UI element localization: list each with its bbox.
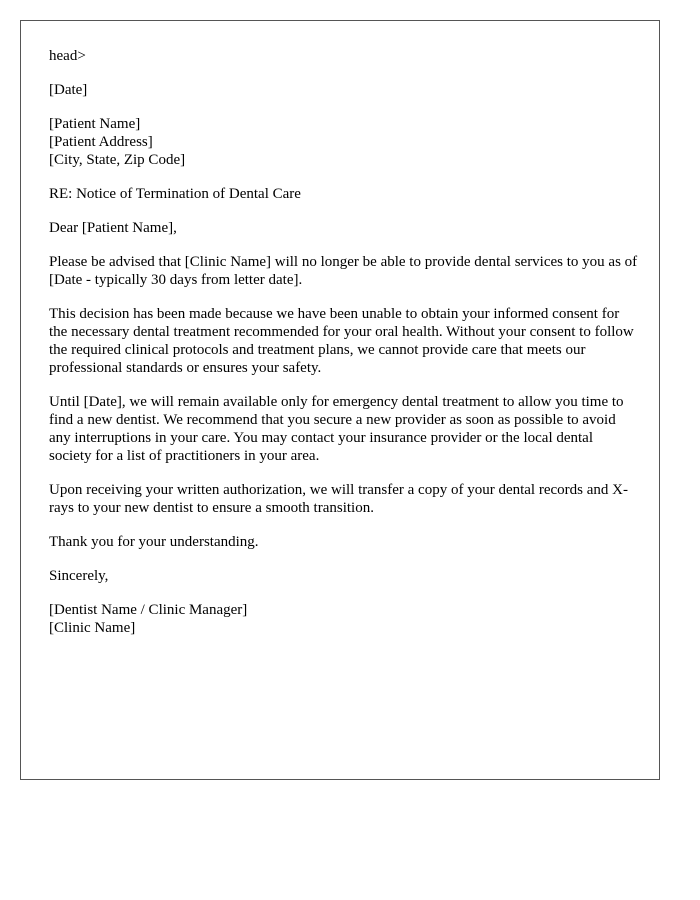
stray-tag-text: head> (49, 48, 86, 64)
thanks-line: Thank you for your understanding. (49, 534, 259, 550)
letter-body (49, 47, 639, 653)
letter-date: [Date] (49, 82, 88, 98)
recipient-city-state-zip: [City, State, Zip Code] (49, 152, 186, 168)
signature-block (49, 601, 639, 637)
recipient-block (49, 115, 639, 169)
body-paragraph: Until [Date], we will remain available only for emergency dental treatment to allow you time to find a new dentist. We recommend that you secure a new provider as soon as possible to avoid any interruptions in your care. You may contact your insurance provider or the local dental society for a list of practitioners in your area. (49, 394, 624, 464)
signature-title: [Dentist Name / Clinic Manager] (49, 602, 248, 618)
recipient-address: [Patient Address] (49, 134, 153, 150)
closing-line: Sincerely, (49, 568, 109, 584)
recipient-name: [Patient Name] (49, 116, 141, 132)
subject-line: RE: Notice of Termination of Dental Care (49, 186, 301, 202)
signature-clinic: [Clinic Name] (49, 620, 136, 636)
letter-frame (20, 20, 660, 780)
body-paragraph: Upon receiving your written authorization, we will transfer a copy of your dental records and X-rays to your new dentist to ensure a smooth transition. (49, 482, 628, 516)
body-paragraph: Please be advised that [Clinic Name] will no longer be able to provide dental services to you as of [Date - typically 30 days from letter date]. (49, 254, 638, 288)
salutation: Dear [Patient Name], (49, 220, 177, 236)
body-paragraph: This decision has been made because we have been unable to obtain your informed consent for the necessary dental treatment recommended for your oral health. Without your consent to follow the required clinical protocols and treatment plans, we cannot provide care that meets our professional standards or ensures your safety. (49, 306, 634, 376)
